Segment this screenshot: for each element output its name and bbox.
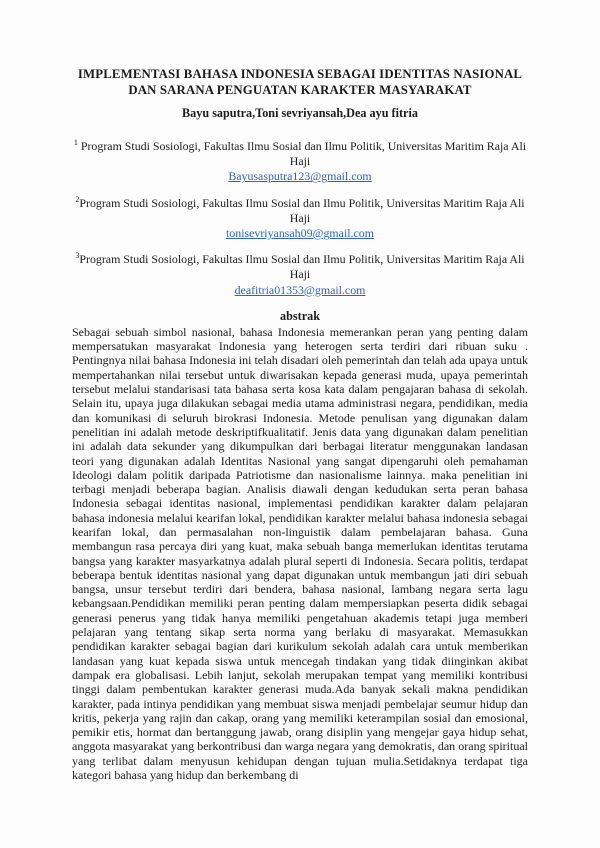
affiliation-block: [72, 139, 528, 185]
email-link[interactable]: tonisevriyansah09@gmail.com: [226, 226, 374, 241]
affiliation-block: [72, 196, 528, 242]
email-link[interactable]: deafitria01353@gmail.com: [234, 282, 366, 297]
affiliation-name: Program Studi Sosiologi, Fakultas Ilmu Sosial dan Ilmu Politik, Universitas Maritim Raja Ali Haji: [77, 139, 527, 169]
affiliation-marker: 3: [75, 251, 80, 261]
affiliation-block: [72, 252, 528, 298]
affiliation-marker: 2: [75, 194, 80, 204]
affiliation-marker: 1: [73, 138, 78, 148]
email-link[interactable]: Bayusasputra123@gmail.com: [228, 169, 372, 184]
abstract-paragraph: Sebagai sebuah simbol nasional, bahasa Indonesia memerankan peran yang penting dalam mempersatukan masyarakat Indonesia yang heterogen serta terdiri dari ribuan suku . Pentingnya nilai bahasa Indonesia ini telah disadari oleh pemerintah dan telah ada upaya untuk mempertahankan nilai tersebut untuk diwarisakan kepada generasi muda, upaya pemerintah tersebut melalui standarisasi tata bahasa serta kosa kata dalam pengajaran bahasa di sekolah. Selain itu, upaya juga dilakukan sebagai media utama administrasi negara, pendidikan, media dan komunikasi di seluruh birokrasi Indonesia. Metode penulisan yang digunakan dalam penelitian ini adalah metode deskriptifkualitatif. Jenis data yang digunakan dalam penelitian ini adalah data sekunder yang dikumpulkan dari berbagai literatur menggunakan landasan teori yang digunakan adalah Identitas Nasional yang sangat dipengaruhi oleh pemahaman Ideologi dalam politik daripada Patriotisme dan nasionalisme lainnya. maka penelitian ini terbagi menjadi beberapa bagian. Analisis diawali dengan kedudukan serta peran bahasa Indonesia sebagai identitas nasional, implementasi pendidikan karakter dalam pelajaran bahasa indonesia melalui kearifan lokal, pendidikan karakter melalui bahasa indonesia sebagai kearifan lokal, dan permasalahan non-linguistik dalam pembelajaran bahasa. Guna membangun rasa percaya diri yang kuat, maka sebuah banga memerlukan identitas terutama bangsa yang karakter masyarkatnya adalah plural seperti di Indonesia. Secara politis, terdapat beberapa bentuk identitas nasional yang dapat digunakan untuk membangun jati diri sebuah bangsa, unsur tersebut terdiri dari bendera, bahasa nasional, lambang negara serta lagu kebangsaan.Pendidikan memiliki peran penting dalam mempersiapkan peserta didik sebagai generasi penerus yang tidak hanya memiliki pengetahuan akademis tetapi juga memberi pelajaran yang tentang sikap serta norma yang berlaku di masyarakat. Memasukkan pendidikan karakter sebagai bagian dari kurikulum sekolah adalah cara untuk memberikan landasan yang kuat kepada siswa untuk mencegah tindakan yang tidak diinginkan akibat dampak era globalisasi. Lebih lanjut, sekolah merupakan tempat yang memiliki kontribusi tinggi dalam pembentukan karakter generasi muda.Ada banyak sekali makna pendidikan karakter, pada intinya pendidikan yang membuat siswa menjadi pembelajar seumur hidup dan kritis, pekerja yang rajin dan cakap, orang yang memiliki keterampilan sosial dan emosional, pemikir etis, hormat dan bertanggung jawab, orang disiplin yang mengejar gaya hidup sehat, anggota masyarakat yang berkontribusi dan warga negara yang demokratis, dan orang spiritual yang terlibat dalam menyusun kehidupan dengan tujuan mulia.Setidaknya terdapat tiga kategori bahasa yang hidup dan berkembang di: [72, 324, 528, 783]
affiliation-text: [72, 252, 528, 282]
authors-line: Bayu saputra,Toni sevriyansah,Dea ayu fitria: [182, 106, 418, 120]
email-line: [72, 283, 528, 298]
affiliation-text: [72, 196, 528, 226]
affiliation-name: Program Studi Sosiologi, Fakultas Ilmu Sosial dan Ilmu Politik, Universitas Maritim Raja Ali Haji: [79, 252, 525, 282]
affiliation-text: [72, 139, 528, 169]
paper-title: IMPLEMENTASI BAHASA INDONESIA SEBAGAI IDENTITAS NASIONAL DAN SARANA PENGUATAN KARAKTER MASYARAKAT: [77, 67, 523, 97]
abstract-heading: abstrak: [280, 308, 320, 323]
email-line: [72, 226, 528, 241]
affiliation-name: Program Studi Sosiologi, Fakultas Ilmu Sosial dan Ilmu Politik, Universitas Maritim Raja Ali Haji: [79, 195, 525, 225]
email-line: [72, 169, 528, 184]
